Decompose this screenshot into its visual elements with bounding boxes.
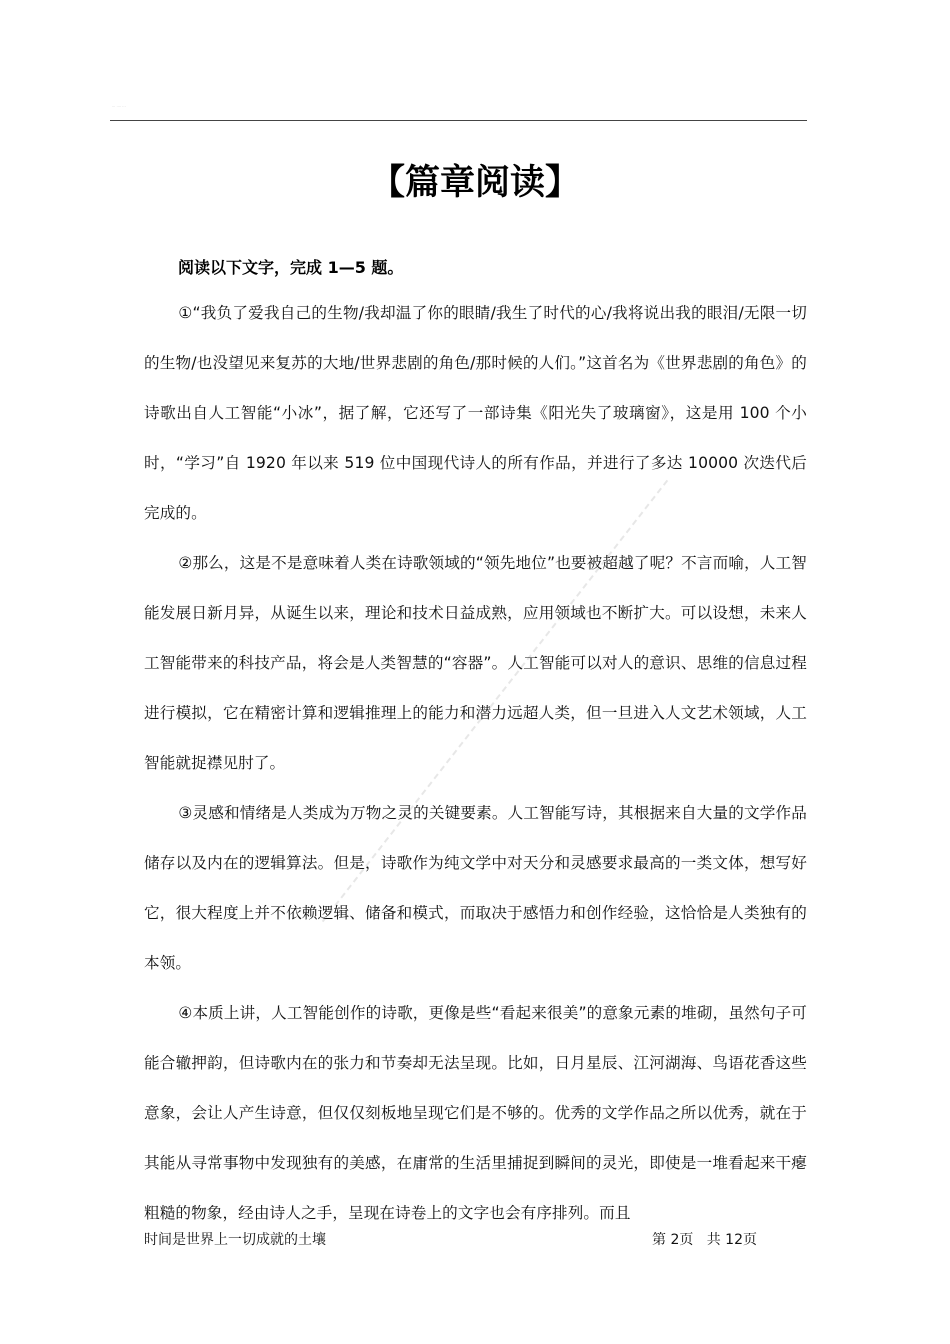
- header-tiny-text: ··· ···· ···: [112, 104, 126, 108]
- paragraph-3: ③灵感和情绪是人类成为万物之灵的关键要素。人工智能写诗，其根据来自大量的文学作品储存以及内在的逻辑算法。但是，诗歌作为纯文学中对天分和灵感要求最高的一类文体，想写好它，很大程度上并不依赖逻辑、储备和模式，而取决于感悟力和创作经验，这恰恰是人类独有的本领。: [144, 804, 807, 972]
- article-body: [144, 288, 807, 1238]
- header-rule: [110, 120, 807, 121]
- paragraph-4: ④本质上讲，人工智能创作的诗歌，更像是些“看起来很美”的意象元素的堆砌，虽然句子可能合辙押韵，但诗歌内在的张力和节奏却无法呈现。比如，日月星辰、江河湖海、鸟语花香这些意象，会让人产生诗意，但仅仅刻板地呈现它们是不够的。优秀的文学作品之所以优秀，就在于其能从寻常事物中发现独有的美感，在庸常的生活里捕捉到瞬间的灵光，即使是一堆看起来干瘪粗糙的物象，经由诗人之手，呈现在诗卷上的文字也会有序排列。而且: [144, 1004, 807, 1222]
- paragraph-1: ①“我负了爱我自己的生物/我却温了你的眼睛/我生了时代的心/我将说出我的眼泪/无限一切的生物/也没望见来复苏的大地/世界悲剧的角色/那时候的人们。”这首名为《世界悲剧的角色》的诗歌出自人工智能“小冰”，据了解，它还写了一部诗集《阳光失了玻璃窗》，这是用 100 个小时，“学习”自 1920 年以来 519 位中国现代诗人的所有作品，并进行了多达 10000 次迭代后完成的。: [144, 304, 807, 522]
- footer-page-number: 第 2页 共 12页: [652, 1232, 757, 1248]
- paragraph-2: ②那么，这是不是意味着人类在诗歌领域的“领先地位”也要被超越了呢？不言而喻，人工智能发展日新月异，从诞生以来，理论和技术日益成熟，应用领域也不断扩大。可以设想，未来人工智能带来的科技产品，将会是人类智慧的“容器”。人工智能可以对人的意识、思维的信息过程进行模拟，它在精密计算和逻辑推理上的能力和潜力远超人类，但一旦进入人文艺术领域，人工智能就捉襟见肘了。: [144, 554, 807, 772]
- reading-instruction: 阅读以下文字，完成 1—5 题。: [178, 258, 404, 277]
- page-title: 【篇章阅读】: [369, 163, 580, 203]
- footer-motto: 时间是世界上一切成就的土壤: [144, 1232, 326, 1248]
